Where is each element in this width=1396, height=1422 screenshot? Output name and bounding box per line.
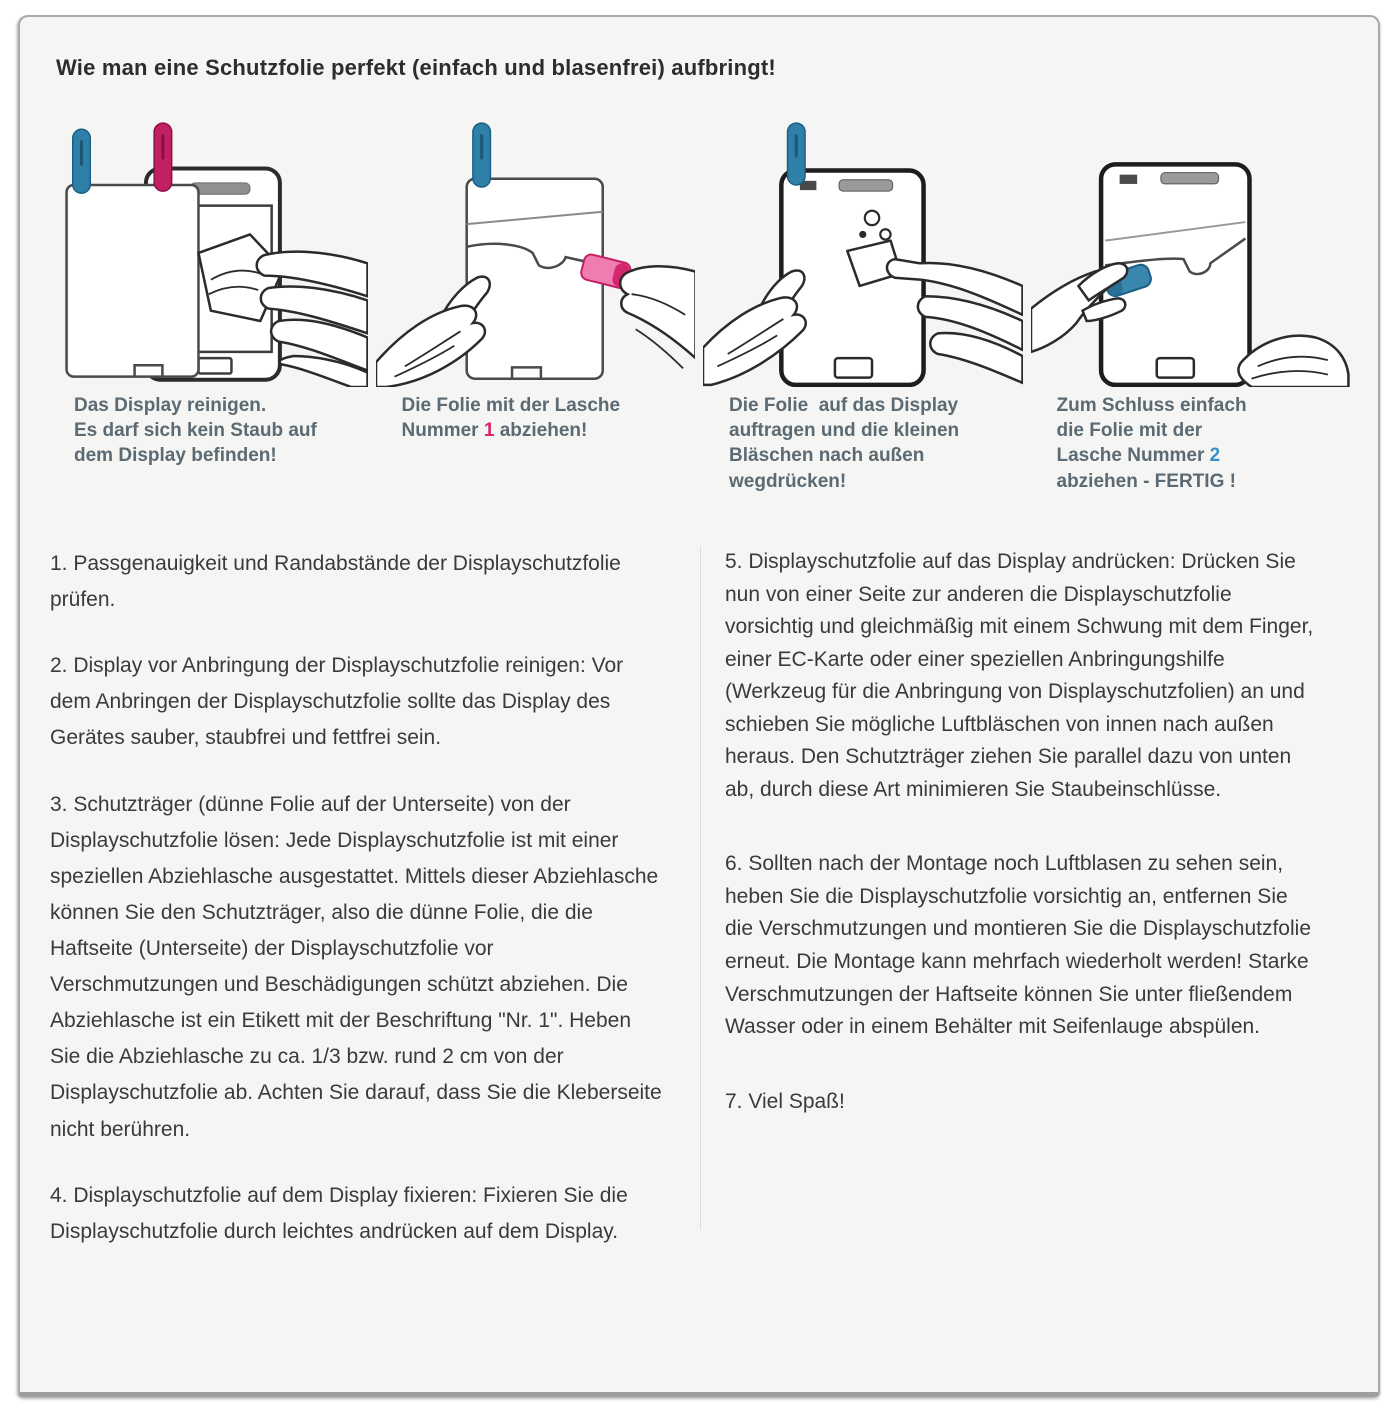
step-panel-2 bbox=[376, 119, 696, 494]
home-button bbox=[1156, 358, 1193, 378]
caption-step-4 bbox=[1057, 393, 1351, 494]
instruction-card bbox=[18, 15, 1380, 1397]
caption-line bbox=[402, 418, 696, 443]
caption-text: Lasche Nummer bbox=[1056, 445, 1210, 467]
instruction-columns bbox=[20, 546, 1378, 1280]
home-button bbox=[198, 358, 231, 373]
instruction-step-6: 6. Sollten nach der Montage noch Luftblasen zu sehen sein, heben Sie die Displayschutzfolie vorsichtig an, entfernen Sie die Verschmutzungen und montieren Sie die Displayschutzfolie erneut. Die Montage kann mehrfach wiederholt werden! Starke Verschmutzungen der Haftseite können Sie unter fließendem Wasser oder in einem Behälter mit Seifenlauge abspülen. bbox=[725, 852, 1312, 1039]
caption-step-2 bbox=[402, 393, 696, 444]
caption-line: Das Display reinigen. bbox=[74, 394, 267, 416]
right-hand bbox=[620, 266, 695, 368]
protective-film bbox=[67, 185, 199, 377]
caption-line: Bläschen nach außen bbox=[729, 445, 925, 467]
teal-tab bbox=[73, 129, 91, 193]
instruction-step-4: 4. Displayschutzfolie auf dem Display fixieren: Fixieren Sie die Displayschutzfolie durch leichtes andrücken auf dem Display. bbox=[50, 1183, 628, 1243]
step-panel-3 bbox=[703, 119, 1023, 494]
holding-hand bbox=[1238, 336, 1348, 387]
instruction-step-3: 3. Schutzträger (dünne Folie auf der Unterseite) von der Displayschutzfolie lösen: Jede Displayschutzfolie ist mit einer speziellen Abziehlasche ausgestattet. Mittels dieser Abziehlasche können Sie den Schutzträger, also die dünne Folie, die die Haftseite (Unterseite) der Displayschutzfolie vor Verschmutzungen und Beschädigungen schützt abziehen. Die Abziehlasche ist ein Etikett mit der Beschriftung "Nr. 1". Heben Sie die Abziehlasche zu ca. 1/3 bzw. rund 2 cm von der Displayschutzfolie ab. Achten Sie darauf, dass Sie die Kleberseite nicht berühren. bbox=[50, 792, 662, 1141]
peel-tab-1-illustration bbox=[376, 119, 696, 387]
apply-film-illustration bbox=[703, 119, 1023, 387]
home-button bbox=[835, 358, 872, 378]
caption-line: Die Folie auf das Display bbox=[729, 394, 959, 416]
caption-step-1 bbox=[74, 393, 368, 469]
caption-text: abziehen! bbox=[494, 420, 588, 442]
instructions-left-column bbox=[50, 546, 700, 1280]
instruction-step-2: 2. Display vor Anbringung der Displayschutzfolie reinigen: Vor dem Anbringen der Displayschutzfolie sollte das Display des Gerätes sauber, staubfrei und fettfrei sein. bbox=[50, 654, 624, 750]
caption-line: die Folie mit der bbox=[1056, 420, 1203, 442]
caption-line: abziehen - FERTIG ! bbox=[1056, 470, 1236, 492]
caption-line: Zum Schluss einfach bbox=[1056, 394, 1247, 416]
phone-speaker bbox=[1160, 173, 1218, 184]
tab-number-2: 2 bbox=[1209, 445, 1221, 467]
pink-tab bbox=[154, 123, 172, 191]
teal-tab bbox=[472, 123, 490, 187]
caption-text: Nummer bbox=[401, 420, 484, 442]
caption-step-3 bbox=[729, 393, 1023, 494]
caption-line: dem Display befinden! bbox=[74, 445, 277, 467]
page-title: Wie man eine Schutzfolie perfekt (einfach und blasenfrei) aufbringt! bbox=[56, 55, 776, 80]
step-panel-1 bbox=[48, 119, 368, 494]
phone-speaker bbox=[839, 180, 893, 191]
caption-line: Es darf sich kein Staub auf bbox=[74, 420, 317, 442]
caption-line: Die Folie mit der Lasche bbox=[401, 394, 621, 416]
caption-line bbox=[1057, 443, 1351, 468]
clean-display-illustration bbox=[48, 119, 368, 387]
tab-number-1: 1 bbox=[483, 420, 495, 442]
teal-tab bbox=[788, 123, 806, 185]
step-panel-4 bbox=[1031, 119, 1351, 494]
instructions-right-column bbox=[701, 546, 1348, 1280]
illustration-row bbox=[20, 119, 1378, 494]
caption-line: wegdrücken! bbox=[729, 470, 847, 492]
phone-camera bbox=[1119, 175, 1137, 184]
instruction-step-5: 5. Displayschutzfolie auf das Display andrücken: Drücken Sie nun von einer Seite zur anderen die Displayschutzfolie vorsichtig und gleichmäßig mit einem Schwung mit dem Finger, einer EC-Karte oder einer speziellen Anbringungshilfe (Werkzeug für die Anbringung von Displayschutzfolien) an und schieben Sie mögliche Luftbläschen von innen nach außen heraus. Den Schutzträger ziehen Sie parallel dazu von unten ab, durch diese Art minimieren Sie Staubeinschlüsse. bbox=[725, 550, 1314, 801]
peel-tab-2-illustration bbox=[1031, 119, 1351, 387]
instruction-step-1: 1. Passgenauigkeit und Randabstände der Displayschutzfolie prüfen. bbox=[50, 552, 621, 612]
instruction-step-7: 7. Viel Spaß! bbox=[725, 1089, 845, 1113]
caption-line: auftragen und die kleinen bbox=[729, 420, 960, 442]
